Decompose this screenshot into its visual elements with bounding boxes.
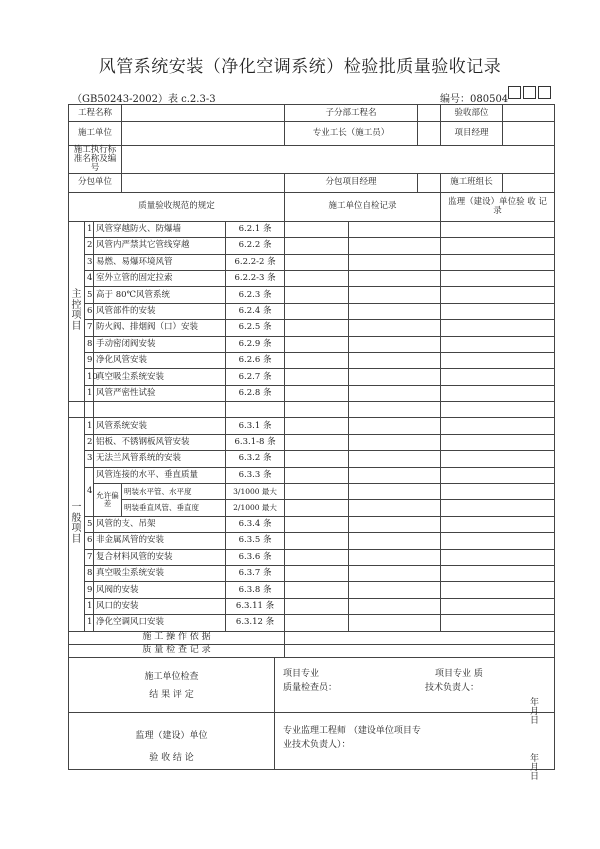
self-check-cell[interactable] <box>285 336 349 352</box>
number-box[interactable] <box>508 86 521 99</box>
self-check-cell[interactable] <box>285 270 349 286</box>
deviation-value: 2/1000 最大 <box>226 500 285 516</box>
operation-basis-label: 施 工 操 作 依 据 <box>69 631 285 644</box>
supervision-cell[interactable] <box>441 238 555 254</box>
self-check-cell[interactable] <box>349 369 441 385</box>
operation-basis-value[interactable] <box>285 631 555 644</box>
self-check-cell[interactable] <box>285 615 349 631</box>
construction-check-label-1: 施工单位检查 <box>144 671 199 682</box>
item-clause: 6.2.1 条 <box>226 221 285 237</box>
inspection-form-table <box>68 104 555 783</box>
form-title: 风管系统安装（净化空调系统）检验批质量验收记录 <box>98 57 502 77</box>
separator-cell <box>94 402 226 418</box>
tech-lead-label-2: 技术负责人： <box>425 682 480 693</box>
deviation-item: 明装水平管、水平度 <box>122 484 226 500</box>
accept-part-label: 验收部位 <box>441 105 503 122</box>
item-no: 1 <box>85 385 94 401</box>
self-check-cell[interactable] <box>285 533 349 549</box>
accept-part-value[interactable] <box>503 105 555 122</box>
supervision-check-date: 年 月 日 <box>530 753 540 783</box>
item-no: 4 <box>85 270 94 286</box>
self-check-cell[interactable] <box>285 598 349 614</box>
self-check-cell[interactable] <box>349 303 441 319</box>
item-name: 手动密闭阀安装 <box>94 336 226 352</box>
self-check-cell[interactable] <box>285 238 349 254</box>
item-clause: 6.2.3 条 <box>226 287 285 303</box>
self-check-cell[interactable] <box>349 516 441 532</box>
deviation-head-item: 风管连接的水平、垂直质量 <box>94 467 226 483</box>
item-clause: 6.3.1 条 <box>226 418 285 434</box>
self-check-cell[interactable] <box>285 385 349 401</box>
quality-record-label: 质 量 检 查 记 录 <box>69 644 285 657</box>
item-name: 高于 80℃风管系统 <box>94 287 226 303</box>
item-clause: 6.3.8 条 <box>226 582 285 598</box>
self-check-cell[interactable] <box>349 500 441 516</box>
item-name: 风管内严禁其它管线穿越 <box>94 238 226 254</box>
item-name: 风阀的安装 <box>94 582 226 598</box>
number-box[interactable] <box>523 86 536 99</box>
item-name: 防火阀、排烟阀（口）安装 <box>94 320 226 336</box>
supervision-cell[interactable] <box>441 500 555 516</box>
quality-record-value[interactable] <box>285 644 555 657</box>
self-check-cell[interactable] <box>349 565 441 581</box>
item-clause: 6.2.2-2 条 <box>226 254 285 270</box>
supervision-cell[interactable] <box>441 254 555 270</box>
supervision-check-label-2: 验 收 结 论 <box>149 752 194 763</box>
item-no: 7 <box>85 320 94 336</box>
supervision-cell[interactable] <box>441 320 555 336</box>
construction-unit-label: 施工单位 <box>69 122 122 146</box>
self-check-cell[interactable] <box>285 418 349 434</box>
separator-cell <box>69 402 85 418</box>
self-check-cell[interactable] <box>349 615 441 631</box>
item-clause: 6.3.4 条 <box>226 516 285 532</box>
supervision-cell[interactable] <box>441 221 555 237</box>
self-check-cell[interactable] <box>349 418 441 434</box>
item-no: 9 <box>85 582 94 598</box>
supervision-cell[interactable] <box>441 352 555 368</box>
self-check-cell[interactable] <box>349 336 441 352</box>
item-name: 风管系统安装 <box>94 418 226 434</box>
self-check-cell[interactable] <box>349 484 441 500</box>
deviation-value: 3/1000 最大 <box>226 484 285 500</box>
item-clause: 6.2.8 条 <box>226 385 285 401</box>
item-no: 3 <box>85 254 94 270</box>
self-check-cell[interactable] <box>349 221 441 237</box>
supervision-check-label <box>69 712 275 769</box>
construction-check-label <box>69 657 275 712</box>
item-no: 5 <box>85 516 94 532</box>
project-manager-label: 项目经理 <box>441 122 503 146</box>
self-check-cell[interactable] <box>285 582 349 598</box>
item-clause: 6.3.6 条 <box>226 549 285 565</box>
supervision-cell[interactable] <box>441 287 555 303</box>
self-check-cell[interactable] <box>285 516 349 532</box>
item-clause: 6.2.2-3 条 <box>226 270 285 286</box>
self-check-cell[interactable] <box>285 484 349 500</box>
item-clause: 6.2.2 条 <box>226 238 285 254</box>
supervision-cell[interactable] <box>441 369 555 385</box>
item-clause: 6.3.7 条 <box>226 565 285 581</box>
self-check-cell[interactable] <box>349 549 441 565</box>
self-check-cell[interactable] <box>349 402 441 418</box>
supervision-cell[interactable] <box>441 303 555 319</box>
deviation-head-clause: 6.3.3 条 <box>226 467 285 483</box>
subcontract-pm-value[interactable] <box>418 173 441 192</box>
supervision-check-label-1: 监理（建设）单位 <box>135 730 208 741</box>
item-no: 1 <box>85 615 94 631</box>
standard-reference: （GB50243-2002）表 c.2.3-3 <box>72 94 216 105</box>
item-name: 复合材料风管的安装 <box>94 549 226 565</box>
self-check-cell[interactable] <box>349 385 441 401</box>
item-name: 室外立管的固定拉索 <box>94 270 226 286</box>
supervision-cell[interactable] <box>441 598 555 614</box>
self-check-cell[interactable] <box>349 533 441 549</box>
item-clause: 6.3.2 条 <box>226 451 285 467</box>
project-manager-value[interactable] <box>503 122 555 146</box>
supervision-cell[interactable] <box>441 533 555 549</box>
item-name: 真空吸尘系统安装 <box>94 565 226 581</box>
supervision-check-signature[interactable] <box>275 712 555 783</box>
item-no: 5 <box>85 287 94 303</box>
self-check-cell[interactable] <box>349 254 441 270</box>
item-name: 无法兰风管系统的安装 <box>94 451 226 467</box>
item-clause: 6.3.11 条 <box>226 598 285 614</box>
project-name-value[interactable] <box>122 105 285 122</box>
self-check-cell[interactable] <box>349 352 441 368</box>
supervisor-line-1: 专业监理工程师 （建设单位项目专 <box>283 725 421 736</box>
item-clause: 6.2.7 条 <box>226 369 285 385</box>
item-no: 1 <box>85 418 94 434</box>
supervisor-line-2: 业技术负责人）： <box>283 739 351 750</box>
self-check-cell[interactable] <box>285 467 349 483</box>
item-name: 风管穿越防火、防爆墙 <box>94 221 226 237</box>
item-no: 10 <box>85 369 94 385</box>
item-clause: 6.2.5 条 <box>226 320 285 336</box>
sub-project-label: 子分部工程名 <box>285 105 418 122</box>
standard-name-value[interactable] <box>122 146 555 174</box>
item-clause: 6.3.5 条 <box>226 533 285 549</box>
supervision-cell[interactable] <box>441 270 555 286</box>
self-check-cell[interactable] <box>285 320 349 336</box>
item-no: 3 <box>85 451 94 467</box>
self-check-cell[interactable] <box>285 434 349 450</box>
item-no: 6 <box>85 303 94 319</box>
item-no: 2 <box>85 434 94 450</box>
item-name: 净化风管安装 <box>94 352 226 368</box>
record-number <box>440 90 508 105</box>
deviation-item: 明装垂直风管、垂直度 <box>122 500 226 516</box>
number-box[interactable] <box>538 86 551 99</box>
item-clause: 6.2.4 条 <box>226 303 285 319</box>
supervision-cell[interactable] <box>441 385 555 401</box>
main-items-label: 主控项目 <box>69 221 85 401</box>
inspector-label-2: 质量检查员： <box>283 682 338 693</box>
item-name: 风口的安装 <box>94 598 226 614</box>
supervision-cell[interactable] <box>441 582 555 598</box>
self-check-cell[interactable] <box>349 238 441 254</box>
item-clause: 6.2.9 条 <box>226 336 285 352</box>
allowed-deviation-label: 允许偏差 <box>94 484 122 517</box>
self-check-cell[interactable] <box>349 451 441 467</box>
tech-lead-label-1: 项目专业 质 <box>435 668 483 679</box>
self-check-cell[interactable] <box>285 254 349 270</box>
supervision-cell[interactable] <box>441 434 555 450</box>
supervision-cell[interactable] <box>441 549 555 565</box>
supervision-column-header: 监理（建设）单位验 收 记 录 <box>441 192 555 221</box>
item-name: 风管的支、吊架 <box>94 516 226 532</box>
item-clause: 6.2.6 条 <box>226 352 285 368</box>
item-no: 2 <box>85 238 94 254</box>
spec-column-header: 质量验收规范的规定 <box>69 192 285 221</box>
team-leader-value[interactable] <box>503 173 555 192</box>
sub-project-value[interactable] <box>418 105 441 122</box>
self-check-cell[interactable] <box>285 402 349 418</box>
team-leader-label: 施工班组长 <box>441 173 503 192</box>
item-name: 易燃、易爆环境风管 <box>94 254 226 270</box>
item-name: 真空吸尘系统安装 <box>94 369 226 385</box>
self-check-cell[interactable] <box>285 303 349 319</box>
item-name: 净化空调风口安装 <box>94 615 226 631</box>
self-check-cell[interactable] <box>285 287 349 303</box>
self-check-cell[interactable] <box>349 287 441 303</box>
supervision-cell[interactable] <box>441 467 555 483</box>
code-label: 编号： <box>440 94 470 105</box>
supervision-cell[interactable] <box>441 418 555 434</box>
item-name: 风管部件的安装 <box>94 303 226 319</box>
item-no: 1 <box>85 598 94 614</box>
self-check-cell[interactable] <box>349 467 441 483</box>
supervision-cell[interactable] <box>441 484 555 500</box>
subcontract-unit-label: 分包单位 <box>69 173 122 192</box>
general-items-label: 一般项目 <box>69 418 85 631</box>
self-check-cell[interactable] <box>349 434 441 450</box>
subcontract-unit-value[interactable] <box>122 173 285 192</box>
code-value: 080504 <box>470 94 509 105</box>
supervision-cell[interactable] <box>441 451 555 467</box>
self-check-cell[interactable] <box>285 221 349 237</box>
supervision-cell[interactable] <box>441 565 555 581</box>
self-check-cell[interactable] <box>285 451 349 467</box>
foreman-value[interactable] <box>418 122 441 146</box>
construction-check-label-2: 结 果 评 定 <box>149 689 194 700</box>
project-name-label: 工程名称 <box>69 105 122 122</box>
self-check-cell[interactable] <box>285 369 349 385</box>
construction-unit-value[interactable] <box>122 122 285 146</box>
supervision-cell[interactable] <box>441 615 555 631</box>
self-check-cell[interactable] <box>285 549 349 565</box>
item-clause: 6.3.12 条 <box>226 615 285 631</box>
inspector-label-1: 项目专业 <box>283 668 320 679</box>
supervision-cell[interactable] <box>441 402 555 418</box>
separator-cell <box>226 402 285 418</box>
self-check-cell[interactable] <box>285 565 349 581</box>
item-no: 6 <box>85 533 94 549</box>
item-name: 风管严密性试验 <box>94 385 226 401</box>
item-no: 1 <box>85 221 94 237</box>
self-check-cell[interactable] <box>349 598 441 614</box>
item-no: 9 <box>85 352 94 368</box>
item-name: 非金属风管的安装 <box>94 533 226 549</box>
construction-check-signature[interactable] <box>275 657 555 727</box>
self-check-cell[interactable] <box>349 270 441 286</box>
standard-name-label: 施工执行标准名称及编号 <box>69 146 122 174</box>
self-check-cell[interactable] <box>285 352 349 368</box>
self-check-cell[interactable] <box>285 500 349 516</box>
item-no: 7 <box>85 549 94 565</box>
item-name: 铝板、不锈钢板风管安装 <box>94 434 226 450</box>
self-check-cell[interactable] <box>349 320 441 336</box>
supervision-cell[interactable] <box>441 516 555 532</box>
self-check-column-header: 施工单位自检记录 <box>285 192 441 221</box>
item-clause: 6.3.1-8 条 <box>226 434 285 450</box>
item-no: 8 <box>85 565 94 581</box>
construction-check-date: 年 月 日 <box>530 697 540 727</box>
item-no: 4 <box>85 467 94 516</box>
foreman-label: 专业工长（施工员） <box>285 122 418 146</box>
subcontract-pm-label: 分包项目经理 <box>285 173 418 192</box>
separator-cell <box>85 402 94 418</box>
supervision-cell[interactable] <box>441 336 555 352</box>
item-no: 8 <box>85 336 94 352</box>
self-check-cell[interactable] <box>349 582 441 598</box>
